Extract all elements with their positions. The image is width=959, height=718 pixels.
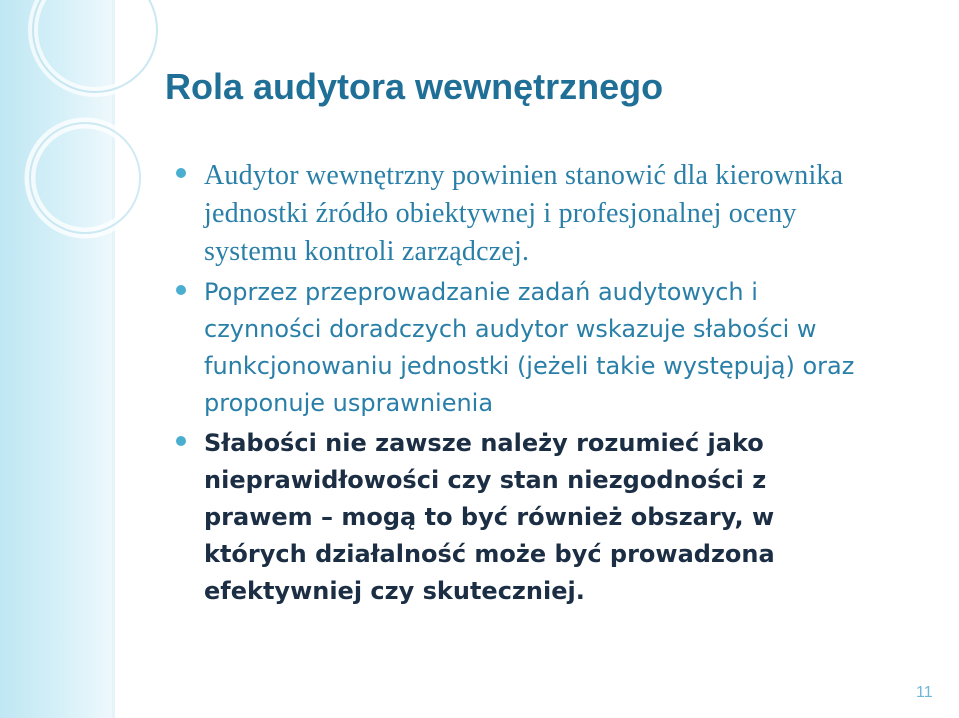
bullet-item [176,425,876,610]
bullet-text: Słabości nie zawsze należy rozumieć jako nieprawidłowości czy stan niezgodności z prawem – mogą to być również obszary, w których działalność może być prowadzona efektywniej czy skuteczniej. [204,429,775,605]
bullet-text: Poprzez przeprowadzanie zadań audytowych i czynności doradczych audytor wskazuje słabości w funkcjonowaniu jednostki (jeżeli takie występują) oraz proponuje usprawnienia [204,278,855,417]
decorative-rings-icon [0,0,200,300]
bullet-dot-icon [176,436,186,446]
slide-title: Rola audytora wewnętrznego [165,66,664,107]
bullet-item [176,157,876,271]
bullet-item [176,274,876,422]
bullet-text: Audytor wewnętrzny powinien stanowić dla kierownika jednostki źródło obiektywnej i profesjonalnej oceny systemu kontroli zarządczej. [204,160,844,267]
bullet-list [176,157,876,613]
page-number: 11 [916,684,933,701]
bullet-dot-icon [176,285,186,295]
bullet-dot-icon [176,168,186,178]
